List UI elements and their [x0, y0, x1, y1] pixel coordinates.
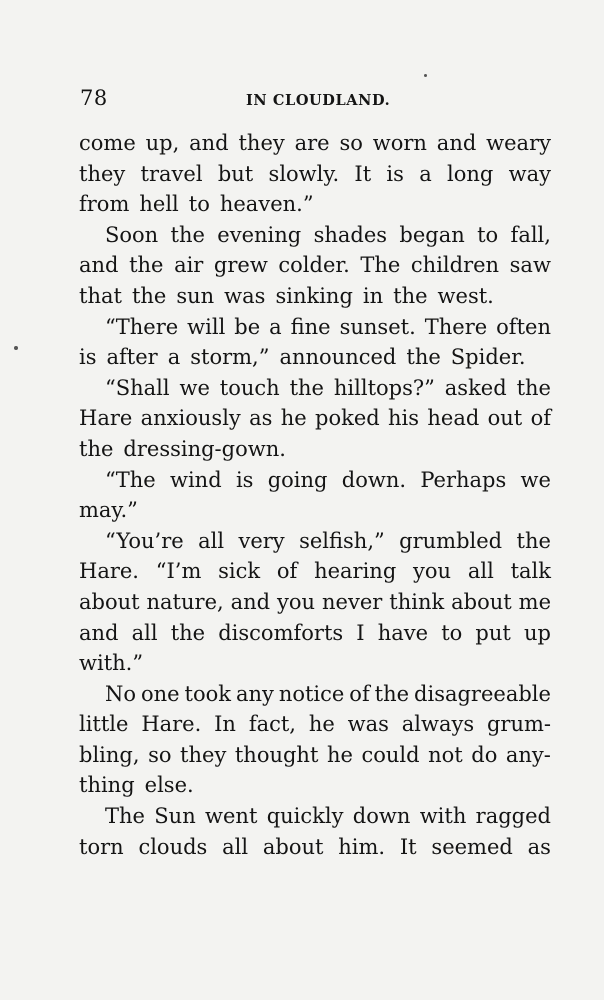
body-text	[79, 128, 551, 862]
word: one	[140, 681, 180, 706]
word: poked	[315, 406, 380, 431]
word: will	[187, 314, 226, 339]
word: wind	[169, 467, 222, 492]
word: hearing	[314, 559, 397, 584]
word: you	[277, 589, 316, 614]
word: sick	[218, 559, 261, 584]
text-line	[79, 648, 551, 679]
word: may.”	[79, 498, 138, 523]
text-line	[79, 526, 551, 557]
word: going	[267, 467, 328, 492]
word: went	[205, 804, 258, 829]
word: heaven.”	[219, 192, 314, 217]
word: Soon	[105, 222, 159, 247]
word: way	[508, 161, 551, 186]
word: Sun	[154, 804, 196, 829]
word: of	[530, 406, 551, 431]
word: is	[386, 161, 404, 186]
word: they	[79, 161, 126, 186]
word: Hare.	[79, 559, 139, 584]
text-line	[79, 189, 551, 220]
word: “Shall	[105, 375, 170, 400]
text-line	[79, 434, 551, 465]
word: slowly.	[268, 161, 340, 186]
text-line	[79, 312, 551, 343]
word: fine	[290, 314, 331, 339]
word: he	[280, 406, 307, 431]
word: touch	[219, 375, 280, 400]
word: “There	[105, 314, 179, 339]
word: sun	[176, 283, 215, 308]
word: grum-	[486, 712, 551, 737]
text-line	[79, 403, 551, 434]
word: very	[238, 528, 285, 553]
page-header	[80, 86, 550, 116]
word: we	[179, 375, 210, 400]
word: do	[471, 742, 498, 767]
word: dressing-gown.	[123, 436, 286, 461]
word: down.	[341, 467, 407, 492]
word: as	[249, 406, 273, 431]
word: me	[518, 589, 551, 614]
word: thing	[79, 773, 135, 798]
word: his	[388, 406, 420, 431]
word: thought	[234, 742, 319, 767]
word: about	[262, 834, 324, 859]
word: air	[174, 253, 204, 278]
word: a	[269, 314, 282, 339]
text-line	[79, 587, 551, 618]
word: the	[129, 253, 164, 278]
word: asked	[444, 375, 507, 400]
word: have	[377, 620, 429, 645]
word: the	[516, 528, 551, 553]
word: come	[79, 131, 136, 155]
word: long	[447, 161, 494, 186]
word: so	[339, 131, 363, 155]
word: It	[399, 834, 417, 859]
word: else.	[144, 773, 194, 798]
word: sunset.	[339, 314, 416, 339]
text-line	[79, 342, 551, 373]
word: all	[131, 620, 158, 645]
text-line	[79, 679, 551, 710]
word: It	[354, 161, 372, 186]
word: down	[352, 804, 411, 829]
word: about	[451, 589, 512, 614]
text-line	[79, 465, 551, 496]
word: shades	[313, 222, 388, 247]
page-number: 78	[80, 86, 108, 110]
text-line	[79, 709, 551, 740]
word: Perhaps	[420, 467, 507, 492]
word: but	[217, 161, 254, 186]
word: discomforts	[218, 620, 344, 645]
word: was	[224, 283, 266, 308]
word: as	[527, 834, 551, 859]
word: and	[436, 131, 477, 155]
word: the	[289, 375, 324, 400]
word: always	[401, 712, 475, 737]
word: in	[362, 283, 384, 308]
running-head: IN CLOUDLAND.	[246, 92, 391, 109]
word: the	[406, 345, 441, 370]
word: the	[393, 283, 428, 308]
word: “You’re	[105, 528, 184, 553]
word: of	[276, 559, 298, 584]
text-line	[79, 495, 551, 526]
word: saw	[509, 253, 551, 278]
word: and	[79, 253, 119, 278]
word: hell	[139, 192, 179, 217]
text-line	[79, 373, 551, 404]
word: ragged	[475, 804, 551, 829]
word: announced	[279, 345, 397, 370]
word: the	[374, 681, 410, 706]
word: think	[389, 589, 445, 614]
word: “The	[105, 467, 156, 492]
text-line	[79, 556, 551, 587]
word: he	[326, 742, 353, 767]
word: be	[234, 314, 261, 339]
word: began	[399, 222, 465, 247]
word: I	[356, 620, 365, 645]
word: all	[222, 834, 249, 859]
text-line	[79, 281, 551, 312]
text-line	[79, 740, 551, 771]
word: up,	[145, 131, 180, 155]
word: all	[467, 559, 494, 584]
word: “I’m	[155, 559, 202, 584]
word: and	[79, 620, 119, 645]
word: up	[523, 620, 551, 645]
word: was	[347, 712, 389, 737]
word: after	[106, 345, 158, 370]
word: worn	[372, 131, 427, 155]
word: The	[360, 253, 401, 278]
word: the	[170, 222, 205, 247]
word: torn	[79, 834, 124, 859]
word: storm,”	[190, 345, 270, 370]
word: No	[105, 681, 137, 706]
text-line	[79, 128, 551, 159]
text-line	[79, 220, 551, 251]
text-line	[79, 770, 551, 801]
word: so	[148, 742, 172, 767]
word: selfish,”	[299, 528, 385, 553]
word: they	[238, 131, 285, 155]
word: children	[410, 253, 500, 278]
word: not	[428, 742, 463, 767]
word: head	[427, 406, 480, 431]
word: could	[361, 742, 420, 767]
word: bling,	[79, 742, 140, 767]
word: we	[520, 467, 551, 492]
word: to	[188, 192, 210, 217]
word: In	[214, 712, 236, 737]
word: with	[419, 804, 467, 829]
word: put	[475, 620, 511, 645]
word: hilltops?”	[333, 375, 435, 400]
word: talk	[510, 559, 551, 584]
word: is	[235, 467, 254, 492]
word: took	[184, 681, 231, 706]
word: clouds	[138, 834, 208, 859]
word: colder.	[278, 253, 350, 278]
word: seemed	[431, 834, 513, 859]
word: Hare	[79, 406, 133, 431]
word: fall,	[510, 222, 551, 247]
word: to	[441, 620, 463, 645]
word: a	[419, 161, 432, 186]
word: evening	[217, 222, 302, 247]
word: The	[105, 804, 145, 829]
word: little	[79, 712, 129, 737]
word: never	[322, 589, 383, 614]
word: sinking	[275, 283, 353, 308]
print-speck	[424, 74, 427, 77]
word: are	[294, 131, 330, 155]
word: about	[79, 589, 140, 614]
word: grumbled	[399, 528, 503, 553]
word: they	[180, 742, 227, 767]
word: to	[477, 222, 499, 247]
word: of	[349, 681, 370, 706]
word: the	[131, 283, 167, 308]
text-line	[79, 832, 551, 863]
word: any-	[505, 742, 551, 767]
word: fact,	[248, 712, 296, 737]
word: grew	[213, 253, 268, 278]
word: the	[79, 436, 114, 461]
word: and	[189, 131, 229, 155]
word: him.	[338, 834, 386, 859]
word: from	[79, 192, 130, 217]
text-line	[79, 618, 551, 649]
word: weary	[486, 131, 551, 155]
word: that	[79, 283, 122, 308]
word: west.	[437, 283, 494, 308]
word: any	[235, 681, 274, 706]
word: Spider.	[450, 345, 526, 370]
word: nature,	[146, 589, 224, 614]
text-line	[79, 801, 551, 832]
word: Hare.	[141, 712, 202, 737]
word: the	[170, 620, 206, 645]
word: he	[308, 712, 335, 737]
word: disagreeable	[414, 681, 551, 706]
word: There	[424, 314, 488, 339]
print-speck	[14, 346, 18, 350]
word: anxiously	[140, 406, 241, 431]
word: often	[496, 314, 551, 339]
word: out	[487, 406, 523, 431]
word: notice	[278, 681, 345, 706]
word: with.”	[79, 651, 144, 676]
word: all	[198, 528, 225, 553]
text-line	[79, 159, 551, 190]
word: is	[79, 345, 97, 370]
word: a	[167, 345, 181, 370]
word: and	[230, 589, 271, 614]
word: quickly	[266, 804, 344, 829]
word: the	[516, 375, 551, 400]
word: you	[413, 559, 452, 584]
text-line	[79, 250, 551, 281]
word: travel	[140, 161, 203, 186]
